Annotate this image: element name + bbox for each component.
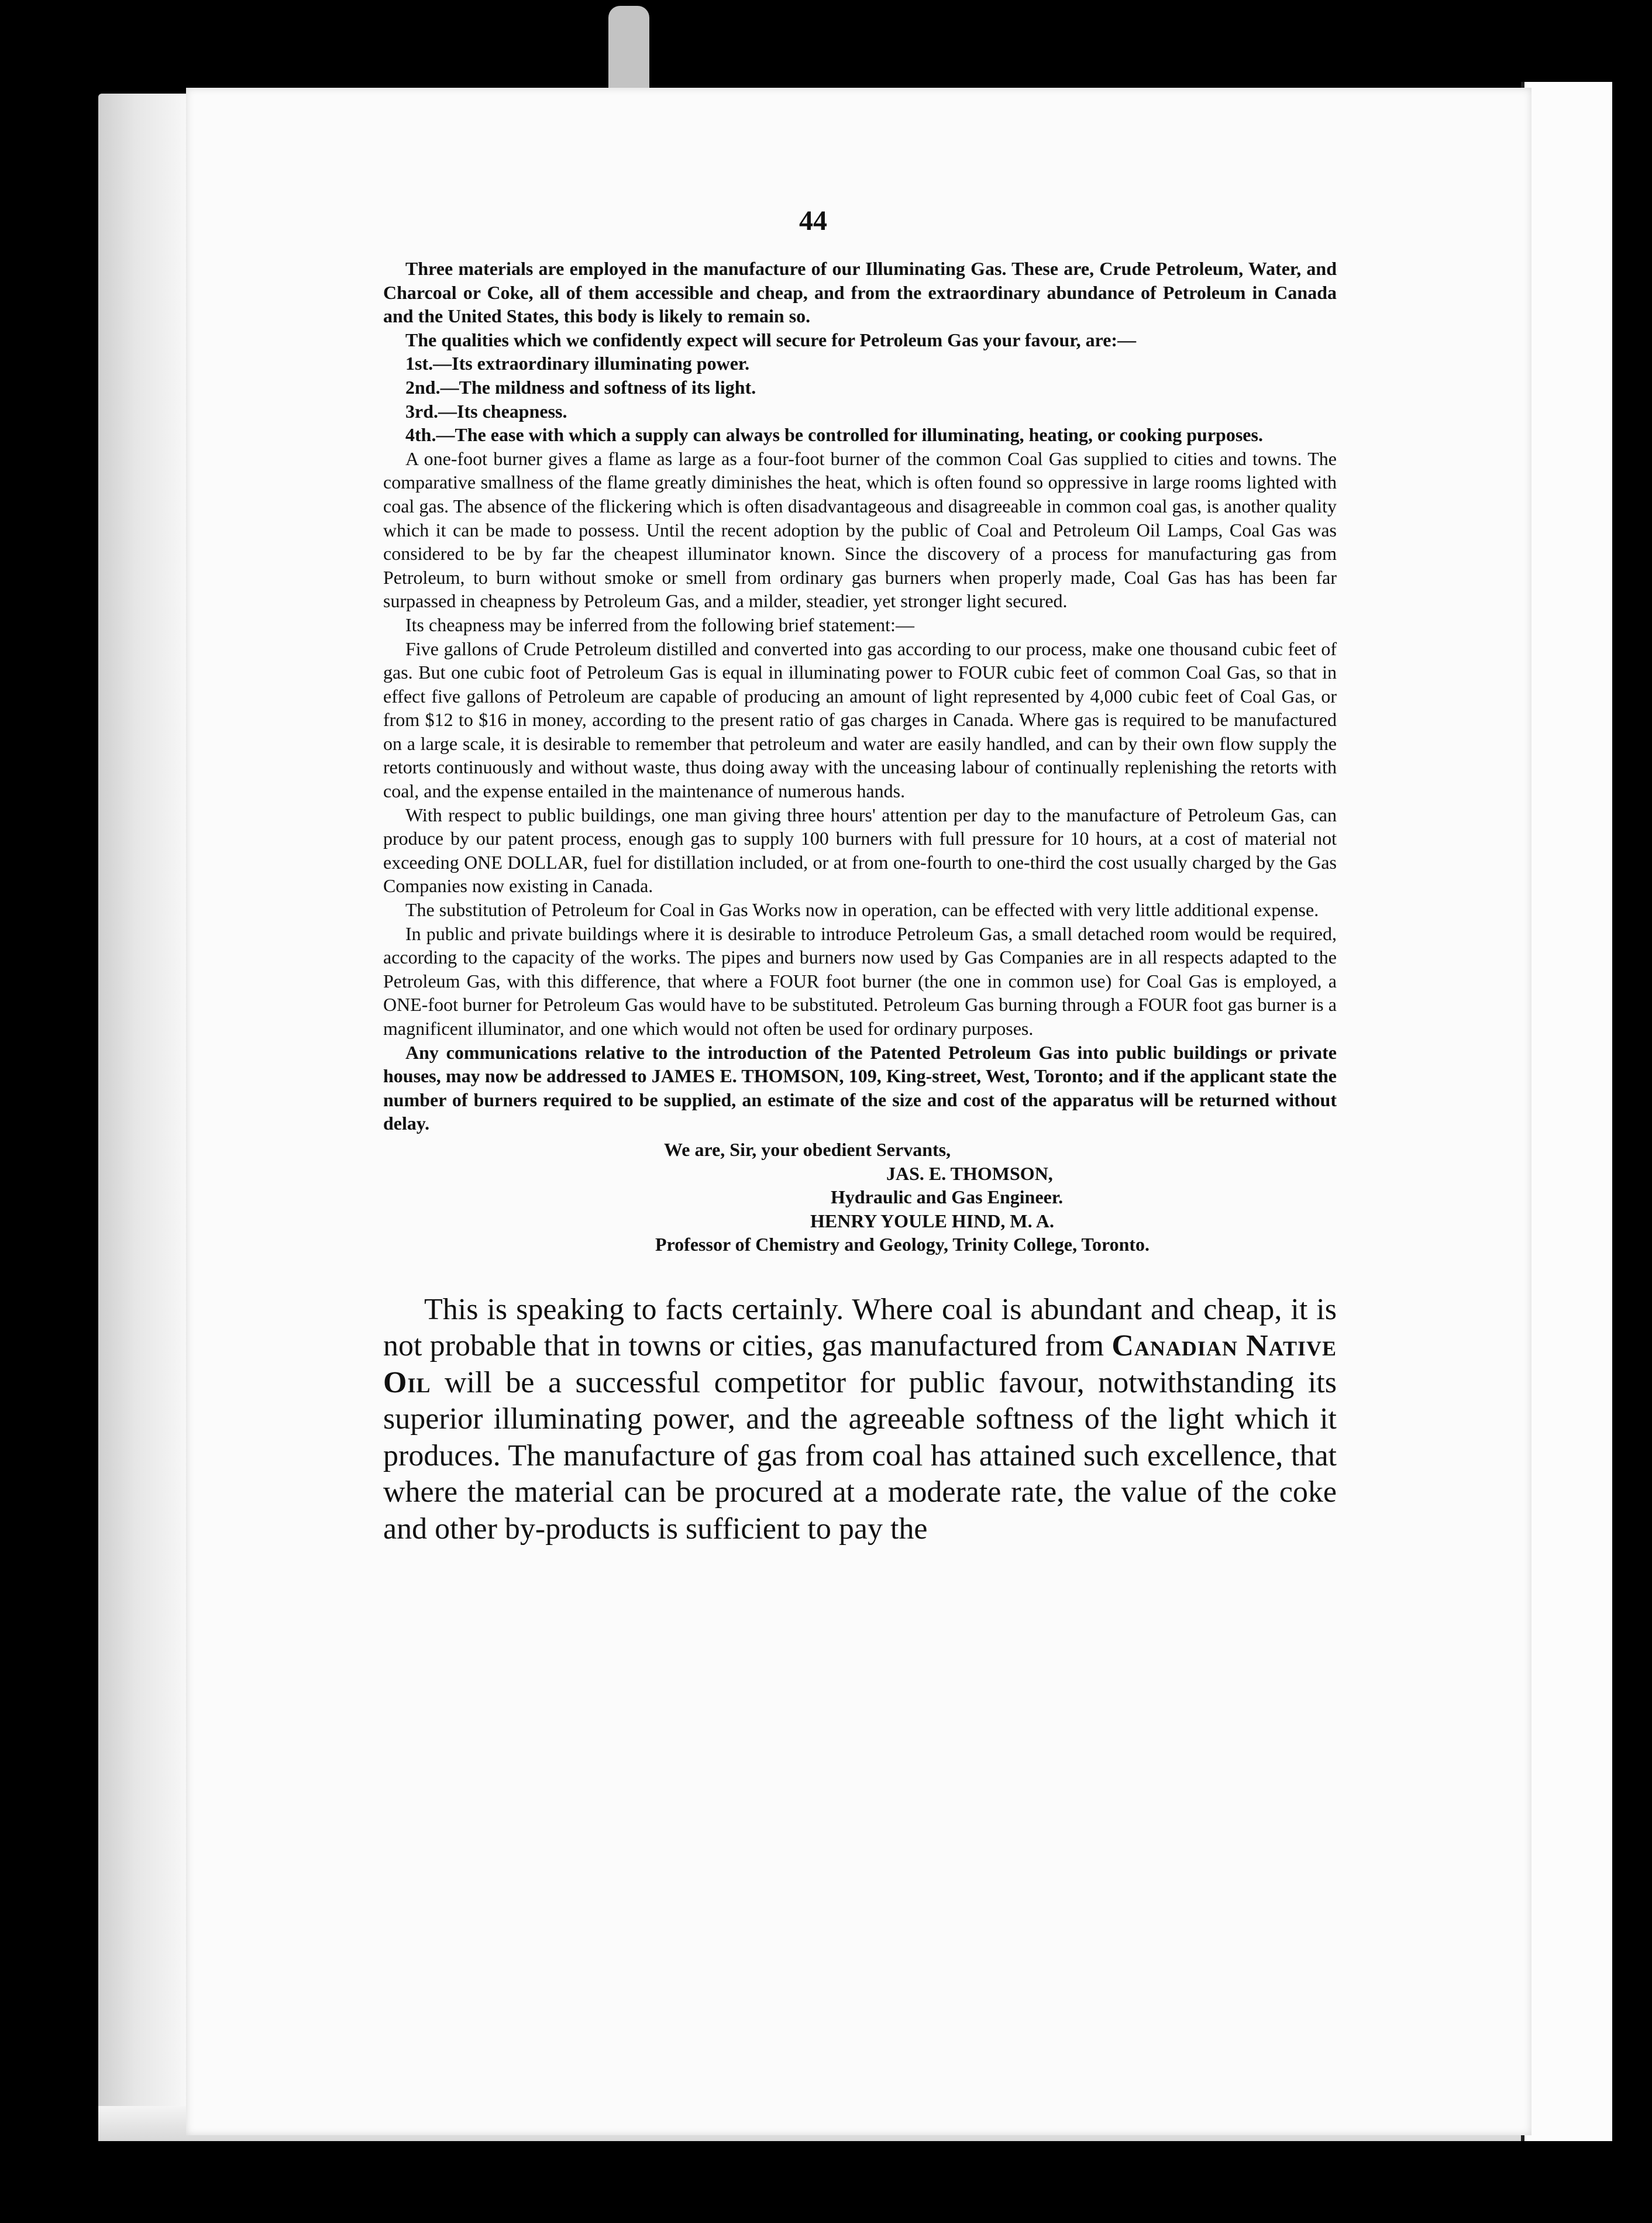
letter-paragraph: Five gallons of Crude Petroleum distilled and converted into gas according to our process, make one thousand cubic feet of gas. But one cubic foot of Petroleum Gas is equal in illuminating power to FOUR cubic feet of common Coal Gas, so that in effect five gallons of Petroleum are capable of producing an amount of light represented by 4,000 cubic feet of Coal Gas, or from $12 to $16 in money, according to the present ratio of gas charges in Canada. Where gas is required to be manufactured on a large scale, it is desirable to remember that petroleum and water are easily handled, and can by their own flow supply the retorts continuously and without waste, thus doing away with the unceasing labour of continually replenishing the retorts with coal, and the expense entailed in the maintenance of numerous hands.	[383, 638, 1337, 802]
paper-tab	[608, 6, 649, 94]
letter-paragraph: The substitution of Petroleum for Coal in Gas Works now in operation, can be effected with very little additional expense.	[405, 899, 1319, 921]
body-paragraph	[383, 1292, 1337, 1548]
quality-item: 1st.—Its extraordinary illuminating power.	[405, 353, 750, 374]
signatory-title: Hydraulic and Gas Engineer.	[831, 1186, 1064, 1208]
letter-paragraph: The qualities which we confidently expect will secure for Petroleum Gas your favour, are:—	[405, 329, 1137, 350]
letter-paragraph: Any communications relative to the introduction of the Patented Petroleum Gas into public buildings or private houses, may now be addressed to JAMES E. THOMSON, 109, King-street, West, Toronto; and if the applicant state the number of burners required to be supplied, an estimate of the size and cost of the apparatus will be returned without delay.	[383, 1041, 1337, 1134]
body-text: This is speaking to facts certainly. Where coal is abundant and cheap, it is not probable that in towns or cities, gas manufactured from	[383, 1292, 1337, 1363]
product-name: Canadian Native Oil	[383, 1329, 1337, 1399]
letter-paragraph: In public and private buildings where it is desirable to introduce Petroleum Gas, a small detached room would be required, according to the capacity of the works. The pipes and burners now used by Gas Companies are in all respects adapted to the Petroleum Gas, with this difference, that where a FOUR foot burner (the one in common use) for Coal Gas is employed, a ONE-foot burner for Petroleum Gas would have to be substituted. Petroleum Gas burning through a FOUR foot gas burner is a magnificent illuminator, and one which would not often be used for ordinary purposes.	[383, 923, 1337, 1039]
quality-item: 2nd.—The mildness and softness of its light.	[405, 376, 756, 398]
letter-paragraph: With respect to public buildings, one man giving three hours' attention per day to the manufacture of Petroleum Gas, can produce by our patent process, enough gas to supply 100 burners with full pressure for 10 hours, at a cost of material not exceeding ONE DOLLAR, fuel for distillation included, or at from one-fourth to one-third the cost usually charged by the Gas Companies now existing in Canada.	[383, 804, 1337, 897]
page-number: 44	[799, 205, 827, 236]
letter-paragraph: Its cheapness may be inferred from the following brief statement:—	[405, 614, 914, 635]
body-text: will be a successful competitor for public favour, notwithstanding its superior illuminating power, and the agreeable softness of the light which it produces. The manufacture of gas from coal has attained such excellence, that where the material can be procured at a moderate rate, the value of the coke and other by-products is sufficient to pay the	[383, 1365, 1337, 1546]
signatory-name: JAS. E. THOMSON,	[886, 1162, 1053, 1184]
signature-block	[383, 1138, 1337, 1257]
facing-page-edge	[1521, 82, 1612, 2141]
letter-paragraph: Three materials are employed in the manufacture of our Illuminating Gas. These are, Crude Petroleum, Water, and Charcoal or Coke, all of them accessible and cheap, and from the extraordinary abundance of Petroleum in Canada and the United States, this body is likely to remain so.	[383, 258, 1337, 327]
signature-closing: We are, Sir, your obedient Servants,	[664, 1138, 951, 1160]
page-content	[383, 205, 1337, 1578]
letter-text	[383, 257, 1337, 1135]
quality-item: 3rd.—Its cheapness.	[405, 400, 567, 422]
signatory-name: HENRY YOULE HIND, M. A.	[810, 1210, 1054, 1231]
letter-paragraph: A one-foot burner gives a flame as large as a four-foot burner of the common Coal Gas supplied to cities and towns. The comparative smallness of the flame greatly diminishes the heat, which is often found so oppressive in large rooms lighted with coal gas. The absence of the flickering which is often disadvantageous and disagreeable in common coal gas, is another quality which it can be made to possess. Until the recent adoption by the public of Coal and Petroleum Oil Lamps, Coal Gas was considered to be by far the cheapest illuminator known. Since the discovery of a process for manufacturing gas from Petroleum, to burn without smoke or smell from ordinary gas burners when properly made, Coal Gas has has been far surpassed in cheapness by Petroleum Gas, and a milder, steadier, yet stronger light secured.	[383, 448, 1337, 612]
book-spine-edge	[98, 94, 192, 2129]
quality-item: 4th.—The ease with which a supply can always be controlled for illuminating, heating, or cooking purposes.	[405, 424, 1263, 446]
signatory-title: Professor of Chemistry and Geology, Trinity College, Toronto.	[655, 1234, 1150, 1255]
